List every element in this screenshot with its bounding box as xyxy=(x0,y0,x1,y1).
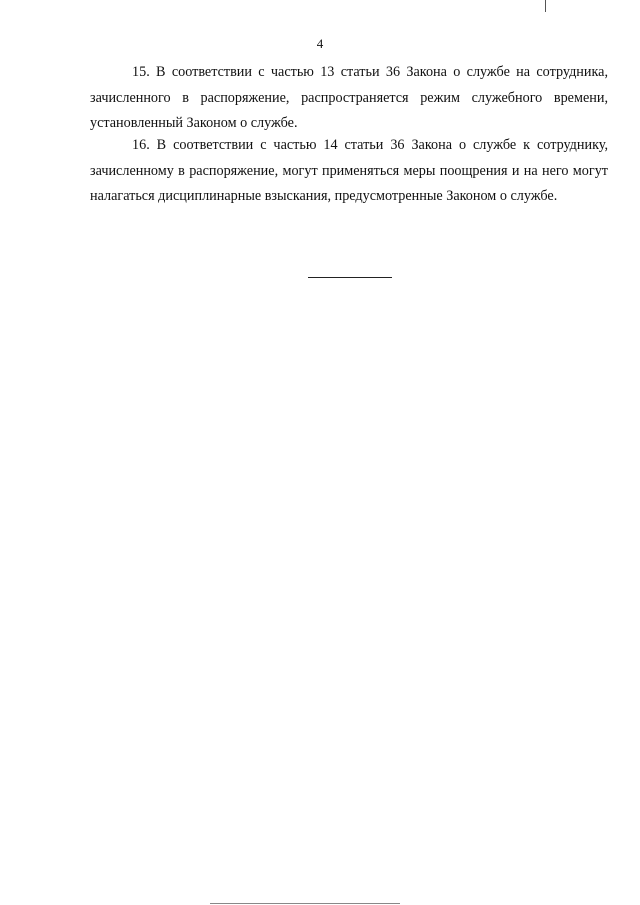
paragraph-16: 16. В соответствии с частью 14 статьи 36 Закона о службе к сотруднику, зачисленному в распоряжение, могут применяться меры поощрения и на него могут налагаться дисциплинарные взыскания, предусмотренные Законом о службе. xyxy=(90,137,608,204)
page-number: 4 xyxy=(316,36,324,51)
end-of-document-rule xyxy=(308,277,392,278)
paragraph-15: 15. В соответствии с частью 13 статьи 36 Закона о службе на сотрудника, зачисленного в распоряжение, распространяется режим служебного времени, установленный Законом о службе. xyxy=(90,64,608,131)
scan-edge-mark xyxy=(545,0,546,12)
scan-edge-mark-bottom xyxy=(210,903,400,904)
